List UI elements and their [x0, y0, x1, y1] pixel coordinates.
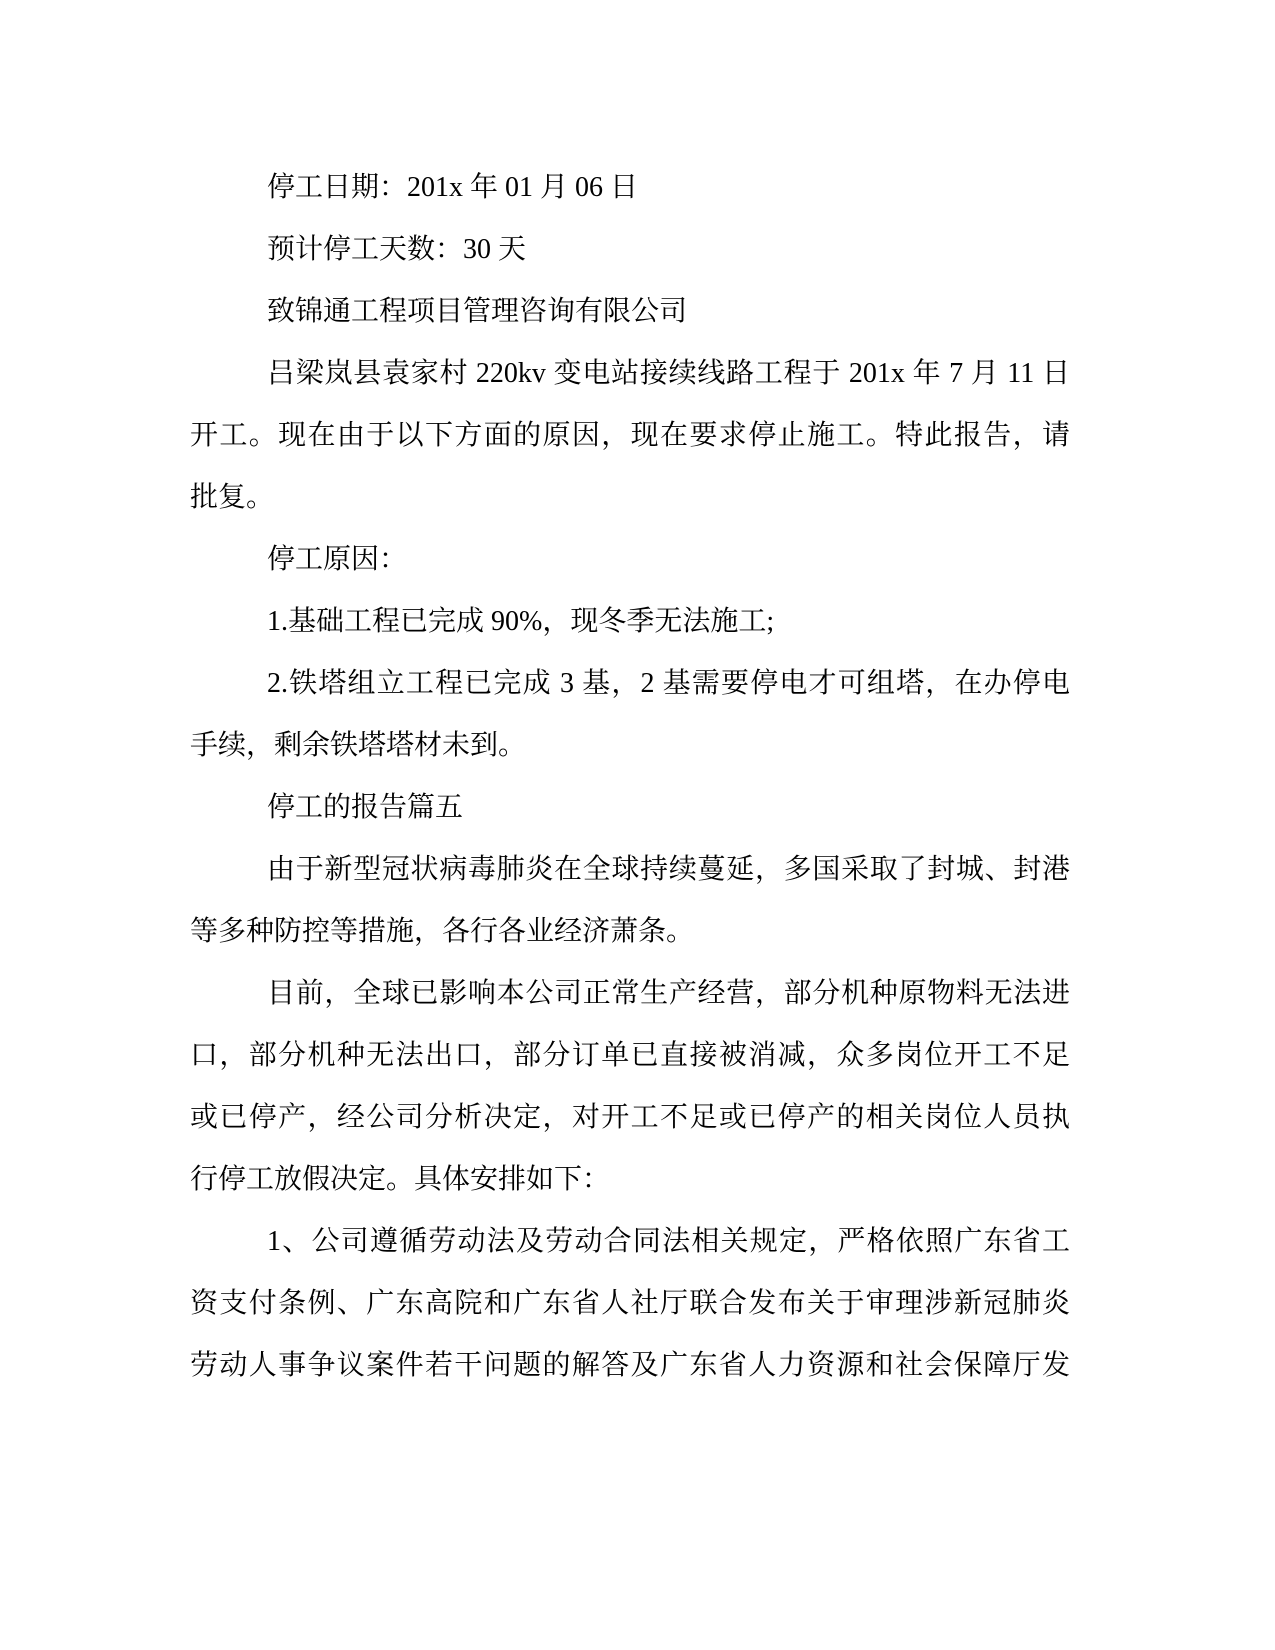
document-text-line: 等多种防控等措施，各行各业经济萧条。: [190, 916, 695, 947]
document-text-line: 或已停产，经公司分析决定，对开工不足或已停产的相关岗位人员执: [190, 1102, 1070, 1133]
document-text-line: 吕梁岚县袁家村 220kv 变电站接续线路工程于 201x 年 7 月 11 日: [267, 358, 1070, 389]
document-text-line: 停工日期：201x 年 01 月 06 日: [267, 172, 639, 203]
document-text-line: 致锦通工程项目管理咨询有限公司: [267, 296, 688, 327]
document-text-line: 劳动人事争议案件若干问题的解答及广东省人力资源和社会保障厅发: [190, 1350, 1070, 1381]
document-text-line: 1、公司遵循劳动法及劳动合同法相关规定，严格依照广东省工: [267, 1226, 1070, 1257]
document-text-line: 手续，剩余铁塔塔材未到。: [190, 730, 527, 761]
document-text-line: 开工。现在由于以下方面的原因，现在要求停止施工。特此报告，请: [190, 420, 1070, 451]
document-text-line: 1.基础工程已完成 90%，现冬季无法施工;: [267, 606, 775, 637]
document-text-line: 口，部分机种无法出口，部分订单已直接被消减，众多岗位开工不足: [190, 1040, 1070, 1071]
document-text-line: 由于新型冠状病毒肺炎在全球持续蔓延，多国采取了封城、封港: [267, 854, 1070, 885]
document-text-line: 批复。: [190, 482, 275, 513]
document-text-line: 2.铁塔组立工程已完成 3 基，2 基需要停电才可组塔，在办停电: [267, 668, 1070, 699]
document-text-line: 预计停工天数：30 天: [267, 234, 527, 265]
document-text-line: 停工的报告篇五: [267, 792, 464, 823]
document-text-line: 目前，全球已影响本公司正常生产经营，部分机种原物料无法进: [267, 978, 1070, 1009]
document-text-line: 资支付条例、广东高院和广东省人社厅联合发布关于审理涉新冠肺炎: [190, 1288, 1070, 1319]
document-text-line: 停工原因：: [267, 544, 408, 575]
document-text-line: 行停工放假决定。具体安排如下：: [190, 1164, 611, 1195]
